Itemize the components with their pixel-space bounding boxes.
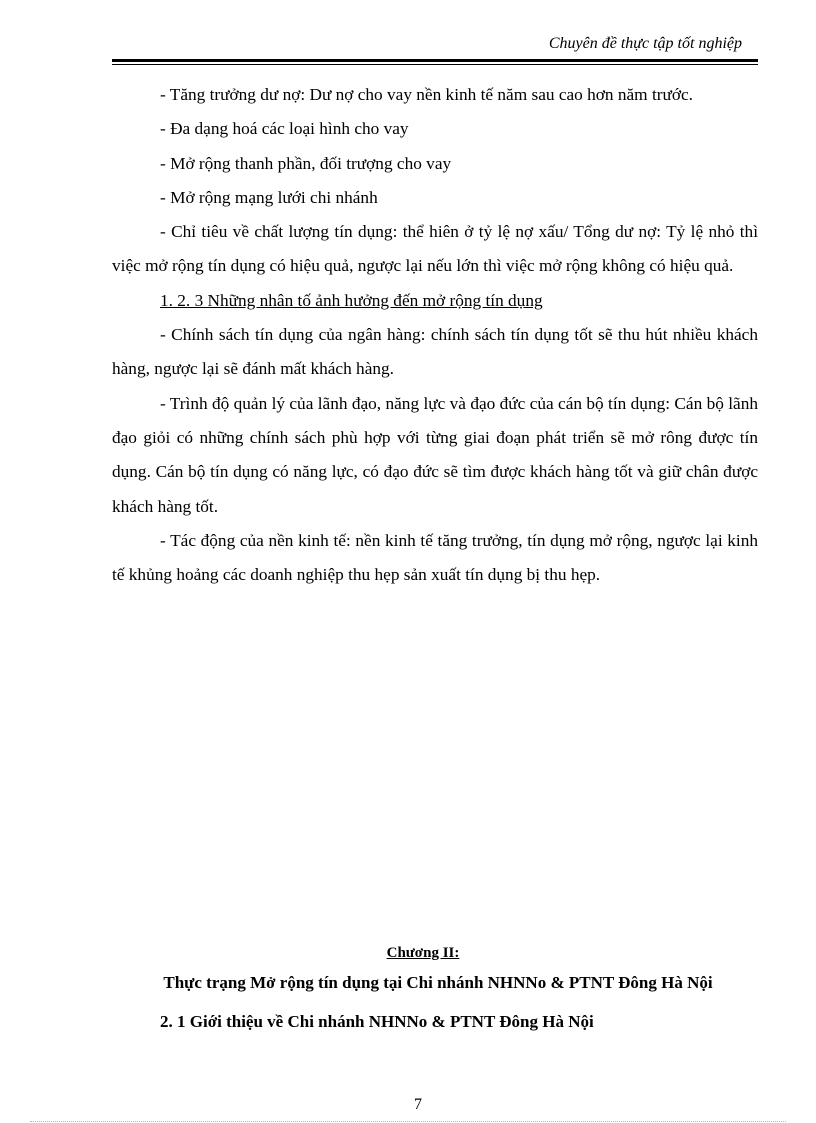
paragraph-expand-borrowers: - Mở rộng thanh phần, đối trượng cho vay [160, 153, 452, 173]
header-rule-thick [112, 59, 758, 62]
paragraph-expand-branches: - Mở rộng mạng lưới chi nhánh [160, 187, 378, 207]
chapter-label: Chương II: [386, 945, 460, 961]
paragraph-credit-policy: - Chính sách tín dụng của ngân hàng: chính sách tín dụng tốt sẽ thu hút nhiều khách hàng, ngược lại sẽ đánh mất khách hàng. [112, 325, 758, 379]
paragraph-diversify-loans: - Đa dạng hoá các loại hình cho vay [160, 119, 409, 139]
subsection-heading: 1. 2. 3 Những nhân tố ảnh hưởng đến mở rộng tín dụng [160, 290, 543, 310]
paragraph-management: - Trình độ quản lý của lãnh đạo, năng lực và đạo đức của cán bộ tín dụng: Cán bộ lãnh đạo giỏi có những chính sách phù hợp với từng giai đoạn phát triển sẽ mở rông được tín dụng. Cán bộ tín dụng có năng lực, có đạo đức sẽ tìm được khách hàng tốt và giữ chân được khách hàng tốt. [112, 393, 758, 516]
paragraph-economy: - Tác động của nền kinh tế: nền kinh tế tăng trưởng, tín dụng mở rộng, ngược lại kinh tế khủng hoảng các doanh nghiệp thu hẹp sản xuất tín dụng bị thu hẹp. [112, 530, 758, 585]
footer-rule [30, 1121, 786, 1122]
paragraph-credit-growth: - Tăng trưởng dư nợ: Dư nợ cho vay nền kinh tế năm sau cao hơn năm trước. [160, 85, 693, 104]
paragraph-credit-quality: - Chỉ tiêu về chất lượng tín dụng: thể hiên ở tỷ lệ nợ xấu/ Tổng dư nợ: Tỷ lệ nhỏ thì việc mở rộng tín dụng có hiệu quả, ngược lại nếu lớn thì việc mở rộng không có hiệu quả. [112, 222, 758, 276]
page-number: 7 [414, 1096, 422, 1113]
chapter-title: Thực trạng Mở rộng tín dụng tại Chi nhánh NHNNo & PTNT Đông Hà Nội [163, 973, 713, 992]
section-heading: 2. 1 Giới thiệu về Chi nhánh NHNNo & PTNT Đông Hà Nội [160, 1012, 594, 1031]
running-header-title: Chuyên đề thực tập tốt nghiệp [548, 35, 742, 52]
header-rule-thin [112, 64, 758, 65]
document-body [112, 78, 758, 592]
